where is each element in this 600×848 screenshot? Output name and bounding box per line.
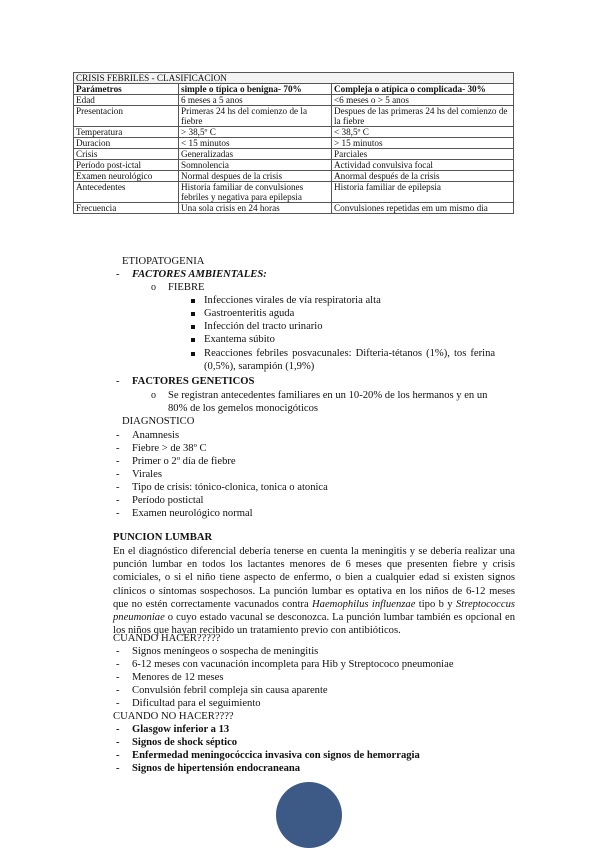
table-cell: Convulsiones repetidas em um mismo dia [332, 203, 514, 214]
table-cell: Antecedentes [74, 182, 179, 203]
dash-bullet: - [116, 495, 120, 506]
paragraph-text: o cuyo estado vacunal se desconozca. La punción lumbar también es opcional en los niños que hayan recibido un tratamiento previo con antibióticos. [113, 612, 515, 637]
list-item: Infección del tracto urinario [204, 321, 323, 332]
table-title-row [74, 73, 514, 84]
list-item: Exantema súbito [204, 334, 275, 345]
dash-bullet: - [116, 469, 120, 480]
table-cell: Actividad convulsiva focal [332, 160, 514, 171]
table-cell: < 15 minutos [179, 138, 332, 149]
puncion-paragraph [113, 545, 515, 637]
table-cell: 6 meses a 5 anos [179, 95, 332, 106]
table-row [74, 149, 514, 160]
list-item: Período postictal [132, 495, 204, 506]
dash-bullet: - [116, 443, 120, 454]
table-title: CRISIS FEBRILES - CLASIFICACION [74, 73, 514, 84]
table-cell: Crisis [74, 149, 179, 160]
dash-bullet: - [116, 724, 120, 735]
paragraph-text: tipo b y [415, 598, 456, 610]
dash-bullet: - [116, 456, 120, 467]
dash-bullet: - [116, 508, 120, 519]
table-cell: Período post-ictal [74, 160, 179, 171]
circle-bullet-icon: o [151, 390, 156, 401]
table-cell: > 38,5º C [179, 127, 332, 138]
table-row [74, 203, 514, 214]
table-row [74, 160, 514, 171]
list-item: Signos de shock séptico [132, 737, 238, 748]
square-bullet-icon [191, 338, 195, 342]
table-row [74, 95, 514, 106]
table-header-row [74, 84, 514, 95]
list-item-continuation: (0,5%), sarampión (1,9%) [204, 361, 315, 372]
table-row [74, 127, 514, 138]
dash-bullet: - [116, 685, 120, 696]
table-header-cell: Parámetros [74, 84, 179, 95]
list-item: Examen neurológico normal [132, 508, 253, 519]
table-cell: Historia familiar de epilepsia [332, 182, 514, 203]
square-bullet-icon [191, 312, 195, 316]
table-header-cell: simple o típica o benigna- 70% [179, 84, 332, 95]
dash-bullet: - [116, 698, 120, 709]
list-item: Tipo de crisis: tónico-clonica, tonica o atonica [132, 482, 328, 493]
table-cell: > 15 minutos [332, 138, 514, 149]
page-number-circle-icon [276, 782, 342, 848]
table-cell: Duracion [74, 138, 179, 149]
list-item: Anamnesis [132, 430, 180, 441]
factores-ambientales-heading: FACTORES AMBIENTALES: [132, 269, 267, 280]
dash-bullet: - [116, 376, 120, 387]
table-cell: Somnolencia [179, 160, 332, 171]
dash-bullet: - [116, 763, 120, 774]
table-cell: Edad [74, 95, 179, 106]
dash-bullet: - [116, 659, 120, 670]
table-cell: <6 meses o > 5 anos [332, 95, 514, 106]
square-bullet-icon [191, 325, 195, 329]
dash-bullet: - [116, 269, 120, 280]
list-item: Glasgow inferior a 13 [132, 724, 230, 735]
list-item: Menores de 12 meses [132, 672, 224, 683]
dash-bullet: - [116, 646, 120, 657]
etiopatogenia-heading: ETIOPATOGENIA [122, 256, 205, 267]
table-cell: Parciales [332, 149, 514, 160]
table-cell: Historia familiar de convulsiones febriles y negativa para epilepsia [179, 182, 332, 203]
list-item: Signos de hipertensión endocraneana [132, 763, 301, 774]
list-item: Dificultad para el seguimiento [132, 698, 261, 709]
table-row [74, 138, 514, 149]
fiebre-label: FIEBRE [168, 282, 205, 293]
table-cell: Primeras 24 hs del comienzo de la fiebre [179, 106, 332, 127]
classification-table [73, 72, 514, 214]
list-item: 6-12 meses con vacunación incompleta para Hib y Streptococo pneumoniae [132, 659, 454, 670]
dash-bullet: - [116, 672, 120, 683]
table-cell: Examen neurológico [74, 171, 179, 182]
table-cell: < 38,5º C [332, 127, 514, 138]
table-cell: Presentacion [74, 106, 179, 127]
factores-geneticos-heading: FACTORES GENETICOS [132, 376, 255, 387]
table-cell: Una sola crisis en 24 horas [179, 203, 332, 214]
geneticos-text: Se registran antecedentes familiares en un 10-20% de los hermanos y en un [168, 390, 488, 401]
paragraph-italic: Streptococcus pneumoniae [113, 598, 515, 624]
paragraph-text: En el diagnóstico diferencial debería tenerse en cuenta la meningitis y se debería realizar una punción lumbar en todos los lactantes menores de 6 meses que presenten fiebre y crisis comiciales, o si el niño tiene aspecto de enfermo, o bien a cualquier edad si existen signos clínicos o síntomas sospechosos. La punción lumbar es optativa en los niños de 6-12 meses que no estén correctamente vacunados contra [113, 546, 515, 610]
list-item: Reacciones febriles posvacunales: Difteria-tétanos (1%), tos ferina [204, 348, 496, 359]
table-cell: Normal despues de la crisis [179, 171, 332, 182]
list-item: Virales [132, 469, 162, 480]
list-item: Convulsión febril compleja sin causa aparente [132, 685, 328, 696]
cuando-no-hacer-heading: CUANDO NO HACER???? [113, 711, 234, 722]
dash-bullet: - [116, 750, 120, 761]
dash-bullet: - [116, 737, 120, 748]
table-cell: Temperatura [74, 127, 179, 138]
table-cell: Frecuencia [74, 203, 179, 214]
square-bullet-icon [191, 299, 195, 303]
table-row [74, 171, 514, 182]
table-cell: Generalizadas [179, 149, 332, 160]
list-item: Primer o 2º día de fiebre [132, 456, 236, 467]
geneticos-text-continuation: 80% de los gemelos monocigóticos [168, 403, 319, 414]
table-row [74, 182, 514, 203]
list-item: Signos meníngeos o sospecha de meningitis [132, 646, 319, 657]
list-item: Fiebre > de 38º C [132, 443, 207, 454]
table-header-cell: Compleja o atípica o complicada- 30% [332, 84, 514, 95]
paragraph-italic: Haemophilus influenzae [312, 598, 416, 610]
list-item: Gastroenteritis aguda [204, 308, 295, 319]
diagnostico-heading: DIAGNOSTICO [122, 416, 195, 427]
circle-bullet-icon: o [151, 282, 156, 293]
dash-bullet: - [116, 482, 120, 493]
list-item: Enfermedad meningocóccica invasiva con signos de hemorragia [132, 750, 420, 761]
cuando-hacer-heading: CUANDO HACER????? [113, 633, 221, 644]
dash-bullet: - [116, 430, 120, 441]
puncion-lumbar-heading: PUNCION LUMBAR [113, 532, 213, 543]
table-cell: Despues de las primeras 24 hs del comienzo de la fiebre [332, 106, 514, 127]
table-cell: Anormal después de la crisis [332, 171, 514, 182]
list-item: Infecciones virales de vía respiratoria alta [204, 295, 381, 306]
table-row [74, 106, 514, 127]
square-bullet-icon [191, 352, 195, 356]
